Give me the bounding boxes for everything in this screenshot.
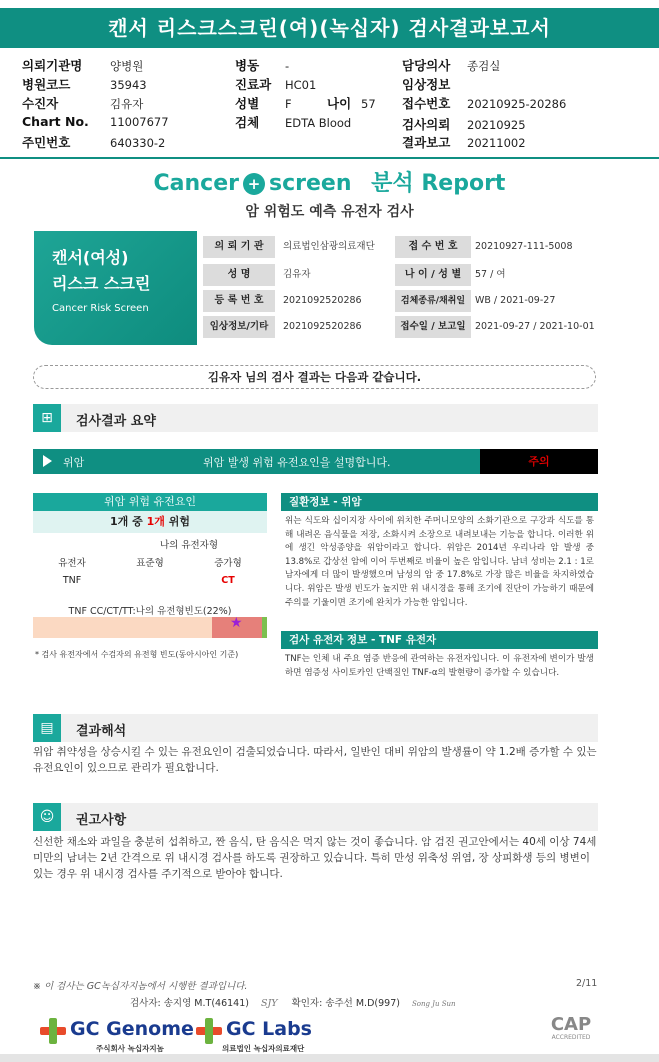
play-arrow-icon <box>43 455 52 467</box>
header-divider <box>0 157 659 159</box>
clinical-etc-label: 임상정보/기타 <box>203 316 275 338</box>
risk-count-post: 위험 <box>164 515 190 528</box>
age-sex-label: 나 이 / 성 별 <box>395 264 471 286</box>
sex-label: 성별 <box>235 96 260 111</box>
gene-col-label: 유전자 <box>58 558 86 569</box>
specimen-value: EDTA Blood <box>285 116 352 130</box>
risk-col-label: 증가형 <box>214 558 242 569</box>
gc-labs-logo: GC Labs <box>226 1018 312 1040</box>
risk-count-pre: 1개 중 <box>110 515 147 528</box>
clinical-etc-value: 2021092520286 <box>283 321 362 332</box>
risk-count-hit: 1개 <box>146 515 165 528</box>
risk-cross-icon: + <box>243 173 265 195</box>
frequency-footnote: * 검사 유전자에서 수검자의 유전형 빈도(동아시아인 기준) <box>35 650 239 659</box>
page-number: 2/11 <box>576 978 598 989</box>
interpretation-section-header <box>33 714 598 742</box>
chart-value: 11007677 <box>110 115 169 129</box>
id-value: 640330-2 <box>110 136 166 150</box>
disease-info-header: 질환정보 - 위암 <box>281 493 598 511</box>
signers <box>130 995 470 1009</box>
name-label: 성 명 <box>203 264 275 286</box>
summary-title: 검사결과 요약 <box>76 414 156 429</box>
receipt-no-value: 20210927-111-5008 <box>475 241 573 252</box>
gene-info-header: 검사 유전자 정보 - TNF 유전자 <box>281 631 598 649</box>
dates-value: 2021-09-27 / 2021-10-01 <box>475 321 595 332</box>
cap-text: CAP <box>550 1014 592 1035</box>
gene-info-text: TNF는 인체 내 주요 염증 반응에 관여하는 유전자입니다. 이 유전자에 변이가 발생하면 염증성 사이토카인 단백질인 TNF-α의 발현량이 증가할 수 있습니다. <box>285 654 594 678</box>
logo-brand-b: screen <box>269 171 352 196</box>
doctor-label: 담당의사 <box>402 58 451 73</box>
age-value: 57 <box>361 97 376 111</box>
logo-report-ko: 분석 <box>371 171 414 196</box>
card-line2: 리스크 스크린 <box>52 274 151 293</box>
summary-section-header <box>33 404 598 432</box>
clipboard-icon: ▤ <box>33 714 61 742</box>
ward-value: - <box>285 59 290 73</box>
dept-label: 진료과 <box>235 77 272 92</box>
logo-brand-a: Cancer <box>153 171 239 196</box>
disease-info-text: 위는 식도와 십이지장 사이에 위치한 주머니모양의 소화기관으로 구강과 식도를 통해 내려온 음식물을 저장, 소화시켜 소장으로 내려보내는 기능을 합니다. 이러한 위에 생긴 악성종양을 위암이라고 합니다. 위암은 2014년 우리나라 암 발생 중 13.8%로 갑상선 암에 이어 두번째로 비율이 높은 암입니다. 남녀 성비는 2.1 : 1로 남자에게 더 많이 발생했으며 남성의 암 중 17.8%로 가장 많은 비율을 차지하였습니다. 위암은 발생 빈도가 높지만 위 내시경을 통해 조기에 진단이 가능하기 때문에 주의를 기울이면 조기에 완치가 가능한 암입니다. <box>285 516 594 608</box>
logo-report-en: Report <box>421 171 506 196</box>
doctor-value: 종검실 <box>467 59 501 73</box>
result-notice: 김유자 님의 검사 결과는 다음과 같습니다. <box>33 365 596 389</box>
cancer-description: 위암 발생 위험 유전요인을 설명합니다. <box>203 456 391 469</box>
interpretation-text: 위암 취약성을 상승시킬 수 있는 유전요인이 검출되었습니다. 따라서, 일반인 대비 위암의 발생률이 약 1.2배 증가할 수 있는 유전요인이 있으므로 관리가 필요합니다. <box>33 746 597 774</box>
report-label: 결과보고 <box>402 135 451 150</box>
specimen-label: 검체 <box>235 115 260 130</box>
hospital-label: 의뢰기관명 <box>22 58 83 73</box>
receipt-value: 20210925-20286 <box>467 97 567 111</box>
my-genotype-header: 나의 유전자형 <box>159 540 219 551</box>
name-value: 김유자 <box>283 269 311 280</box>
card-line1: 캔서(여성) <box>52 248 129 267</box>
report-title: 캔서 리스크스크린(여)(녹십자) 검사결과보고서 <box>0 8 659 48</box>
star-icon: ★ <box>230 615 243 631</box>
risk-status-badge: 주의 <box>480 449 598 474</box>
recipient-value: 김유자 <box>110 97 144 111</box>
report-value: 20211002 <box>467 136 526 150</box>
code-label: 병원코드 <box>22 77 71 92</box>
institution-value: 의료법인삼광의료재단 <box>283 241 375 252</box>
age-label: 나이 <box>327 96 352 111</box>
confirmer-signature: Song Ju Sun <box>411 1000 456 1008</box>
risk-box-header: 위암 위험 유전요인 <box>33 493 267 511</box>
ward-label: 병동 <box>235 58 260 73</box>
tester: 검사자: 송지영 M.T(46141) <box>130 998 249 1009</box>
cap-sub: ACCREDITED <box>551 1034 591 1041</box>
recommendation-title: 권고사항 <box>76 813 127 828</box>
request-label: 검사의뢰 <box>402 117 451 132</box>
recommendation-section-header <box>33 803 598 831</box>
bottom-strip <box>0 1054 659 1062</box>
cancer-screen-logo <box>0 166 659 197</box>
age-sex-value: 57 / 여 <box>475 269 506 280</box>
id-label: 주민번호 <box>22 135 71 150</box>
gc-genome-sub: 주식회사 녹십자지놈 <box>96 1044 164 1053</box>
genotype-grid <box>33 533 267 591</box>
tnf-frequency-caption: TNF CC/CT/TT:나의 유전형빈도(22%) <box>68 606 232 617</box>
risk-factor-box <box>33 493 267 591</box>
institution-label: 의 뢰 기 관 <box>203 236 275 258</box>
gc-labs-cross-icon <box>196 1018 222 1044</box>
specimen-date-value: WB / 2021-09-27 <box>475 295 556 306</box>
recommendation-text: 신선한 채소와 과일을 충분히 섭취하고, 짠 음식, 탄 음식은 먹지 않는 것이 좋습니다. 암 검진 권고안에서는 40세 이상 74세 미만의 남녀는 2년 간격으로 위 내시경 검사를 하도록 권장하고 있습니다. 특히 만성 위축성 위염, 장 상피화생 등의 병변이 있는 경우 위 내시경 검사를 주기적으로 받아야 합니다. <box>33 836 597 880</box>
info-column <box>281 493 598 682</box>
risk-value: CT <box>221 575 235 586</box>
hospital-value: 양병원 <box>110 59 144 73</box>
page-subtitle: 암 위험도 예측 유전자 검사 <box>245 204 414 220</box>
confirmer: 확인자: 송주선 M.D(997) <box>291 998 400 1009</box>
footer-logos <box>36 1016 626 1052</box>
gc-labs-sub: 의료법인 녹십자의료재단 <box>222 1044 305 1053</box>
dates-label: 접수일 / 보고일 <box>395 316 471 338</box>
standard-col-label: 표준형 <box>136 558 164 569</box>
footer-note: ※ 이 검사는 GC녹십자지놈에서 시행한 결과입니다. <box>33 981 248 992</box>
interpretation-title: 결과해석 <box>76 724 127 739</box>
cap-accredited-logo <box>536 1016 606 1048</box>
gc-genome-logo: GC Genome <box>70 1018 194 1040</box>
product-card <box>34 231 197 345</box>
person-icon: ☺ <box>33 803 61 831</box>
gc-cross-icon <box>40 1018 66 1044</box>
sex-value: F <box>285 97 292 111</box>
clinical-label: 임상정보 <box>402 77 451 92</box>
specimen-date-label: 검체종류/채취일 <box>395 290 471 312</box>
risk-count <box>33 511 267 533</box>
genotype-frequency-bar <box>33 617 267 638</box>
reg-no-value: 2021092520286 <box>283 295 362 306</box>
request-value: 20210925 <box>467 118 526 132</box>
tt-frequency-segment <box>262 617 267 638</box>
summary-icon: ⊞ <box>33 404 61 432</box>
chart-label: Chart No. <box>22 114 89 129</box>
tester-signature: SJY <box>260 998 278 1009</box>
card-line3: Cancer Risk Screen <box>52 303 149 314</box>
code-value: 35943 <box>110 78 147 92</box>
receipt-no-label: 접 수 번 호 <box>395 236 471 258</box>
gene-name: TNF <box>62 575 82 586</box>
reg-no-label: 등 록 번 호 <box>203 290 275 312</box>
recipient-label: 수진자 <box>22 96 59 111</box>
receipt-label: 접수번호 <box>402 96 451 111</box>
stomach-cancer-bar <box>33 449 598 474</box>
dept-value: HC01 <box>285 78 317 92</box>
cancer-name: 위암 <box>63 456 85 469</box>
